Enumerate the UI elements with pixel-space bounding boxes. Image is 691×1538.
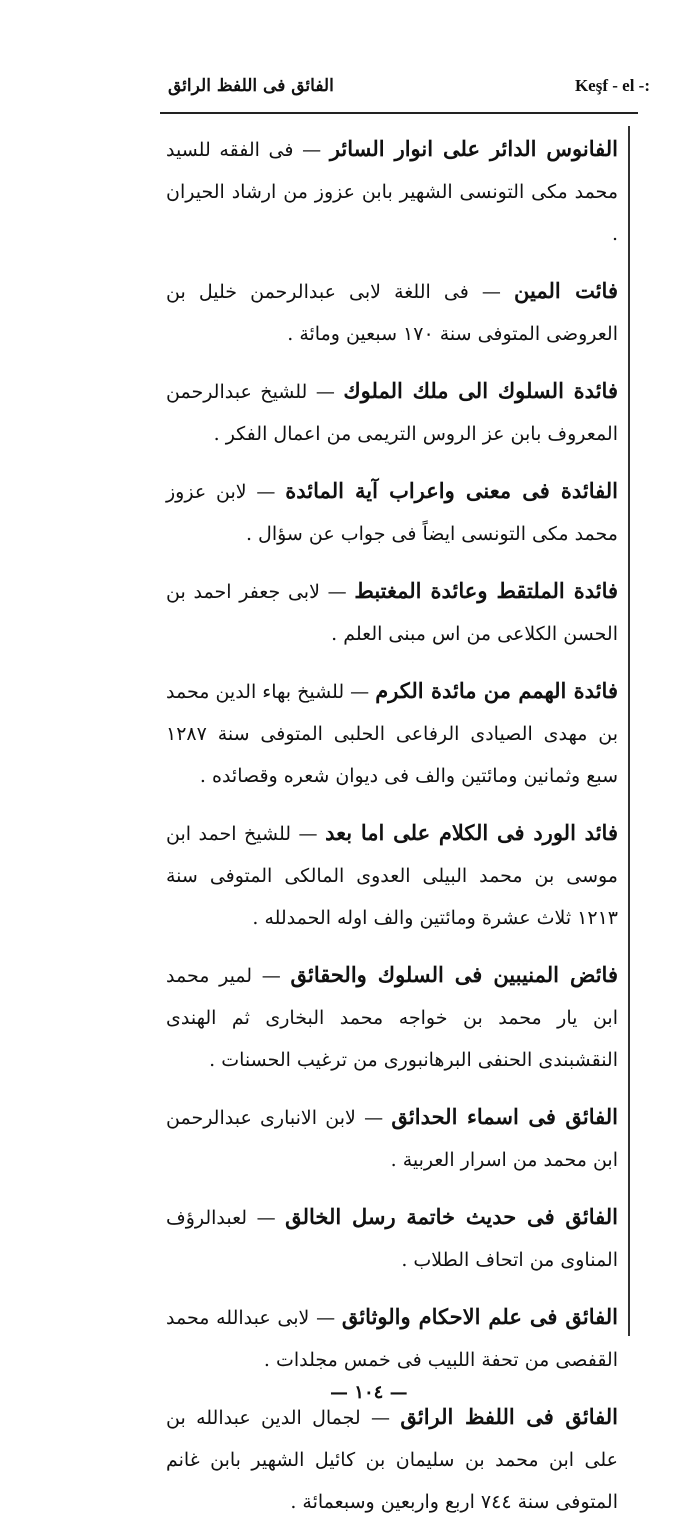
- entry-paragraph: [166, 1196, 618, 1281]
- entry-text: — لابى عبدالله محمد القفصى من تحفة اللبيب فى خمس مجلدات .: [166, 1307, 618, 1371]
- running-head: [160, 72, 660, 106]
- entry: [166, 1296, 618, 1381]
- entry-paragraph: [166, 270, 618, 355]
- header-rule: [160, 112, 638, 114]
- entry-text: — لعبدالرؤف المناوى من اتحاف الطلاب .: [166, 1207, 618, 1271]
- entry-paragraph: [166, 470, 618, 555]
- entry-paragraph: [166, 128, 618, 255]
- entry-heading: الفائدة فى معنى واعراب آية المائدة: [285, 478, 618, 503]
- entry: [166, 270, 618, 355]
- entry-paragraph: [166, 812, 618, 939]
- page-number: — ١٠٤ —: [330, 1382, 408, 1403]
- entry-heading: فائدة الهمم من مائدة الكرم: [375, 678, 618, 703]
- entry: [166, 128, 618, 255]
- entry: [166, 1196, 618, 1281]
- entry-text: — للشيخ بهاء الدين محمد بن مهدى الصيادى الرفاعى الحلبى المتوفى سنة ١٢٨٧ سبع وثمانين ومائتين والف فى ديوان شعره وقصائده .: [166, 681, 618, 787]
- entry-text: — فى الفقه للسيد محمد مكى التونسى الشهير بابن عزوز من ارشاد الحيران .: [166, 139, 618, 245]
- entry: [166, 370, 618, 455]
- entry-heading: الفائق فى حديث خاتمة رسل الخالق: [285, 1204, 618, 1229]
- entry-text: — للشيخ احمد ابن موسى بن محمد البيلى العدوى المالكى المتوفى سنة ١٢١٣ ثلاث عشرة ومائتين والف اوله الحمدلله .: [166, 823, 618, 929]
- entry: [166, 812, 618, 939]
- entry: [166, 954, 618, 1081]
- entry: [166, 670, 618, 797]
- entry-paragraph: [166, 1296, 618, 1381]
- entry-text: — لابن عزوز محمد مكى التونسى ايضاً فى جواب عن سؤال .: [166, 481, 618, 545]
- column-rule: [628, 126, 630, 1336]
- entry-heading: فائدة السلوك الى ملك الملوك: [343, 378, 618, 403]
- entry: [166, 1396, 618, 1523]
- entry-heading: فائدة الملتقط وعائدة المغتبط: [354, 578, 619, 603]
- entry-heading: الفائق فى اللفظ الرائق: [400, 1404, 619, 1429]
- entry-text: — فى اللغة لابى عبدالرحمن خليل بن العروضى المتوفى سنة ١٧٠ سبعين ومائة .: [166, 281, 618, 345]
- running-head-latin: Keşf - el -:: [574, 76, 650, 95]
- entry-text: — لابن الانبارى عبدالرحمن ابن محمد من اسرار العربية .: [166, 1107, 618, 1171]
- entry-text: — لجمال الدين عبدالله بن على ابن محمد بن سليمان بن كائيل الشهير بابن غانم المتوفى سنة ٧٤٤ اربع واربعين وسبعمائة .: [166, 1407, 618, 1513]
- entry-heading: فائد الورد فى الكلام على اما بعد: [325, 820, 618, 845]
- entry-heading: الفانوس الدائر على انوار السائر: [329, 136, 619, 161]
- entry-paragraph: [166, 1096, 618, 1181]
- entry: [166, 570, 618, 655]
- entry-heading: فائت المين: [514, 278, 618, 303]
- entry-text: — لابى جعفر احمد بن الحسن الكلاعى من اس مبنى العلم .: [166, 581, 618, 645]
- entry: [166, 470, 618, 555]
- entry-heading: فائض المنيبين فى السلوك والحقائق: [290, 962, 618, 987]
- entry-text: — للشيخ عبدالرحمن المعروف بابن عز الروس التريمى من اعمال الفكر .: [166, 381, 618, 445]
- entry-heading: الفائق فى علم الاحكام والوثائق: [341, 1304, 618, 1329]
- entry-paragraph: [166, 370, 618, 455]
- entry-paragraph: [166, 570, 618, 655]
- entries-list: [166, 128, 618, 1538]
- entry-paragraph: [166, 670, 618, 797]
- entry-paragraph: [166, 954, 618, 1081]
- entry: [166, 1096, 618, 1181]
- entry-heading: الفائق فى اسماء الحدائق: [391, 1104, 619, 1129]
- running-head-title: الفائق فى اللفظ الرائق: [168, 76, 334, 96]
- entry-paragraph: [166, 1396, 618, 1523]
- entry-text: — لمير محمد ابن يار محمد بن خواجه محمد البخارى ثم الهندى النقشبندى الحنفى البرهانبورى من ترغيب الحسنات .: [166, 965, 618, 1071]
